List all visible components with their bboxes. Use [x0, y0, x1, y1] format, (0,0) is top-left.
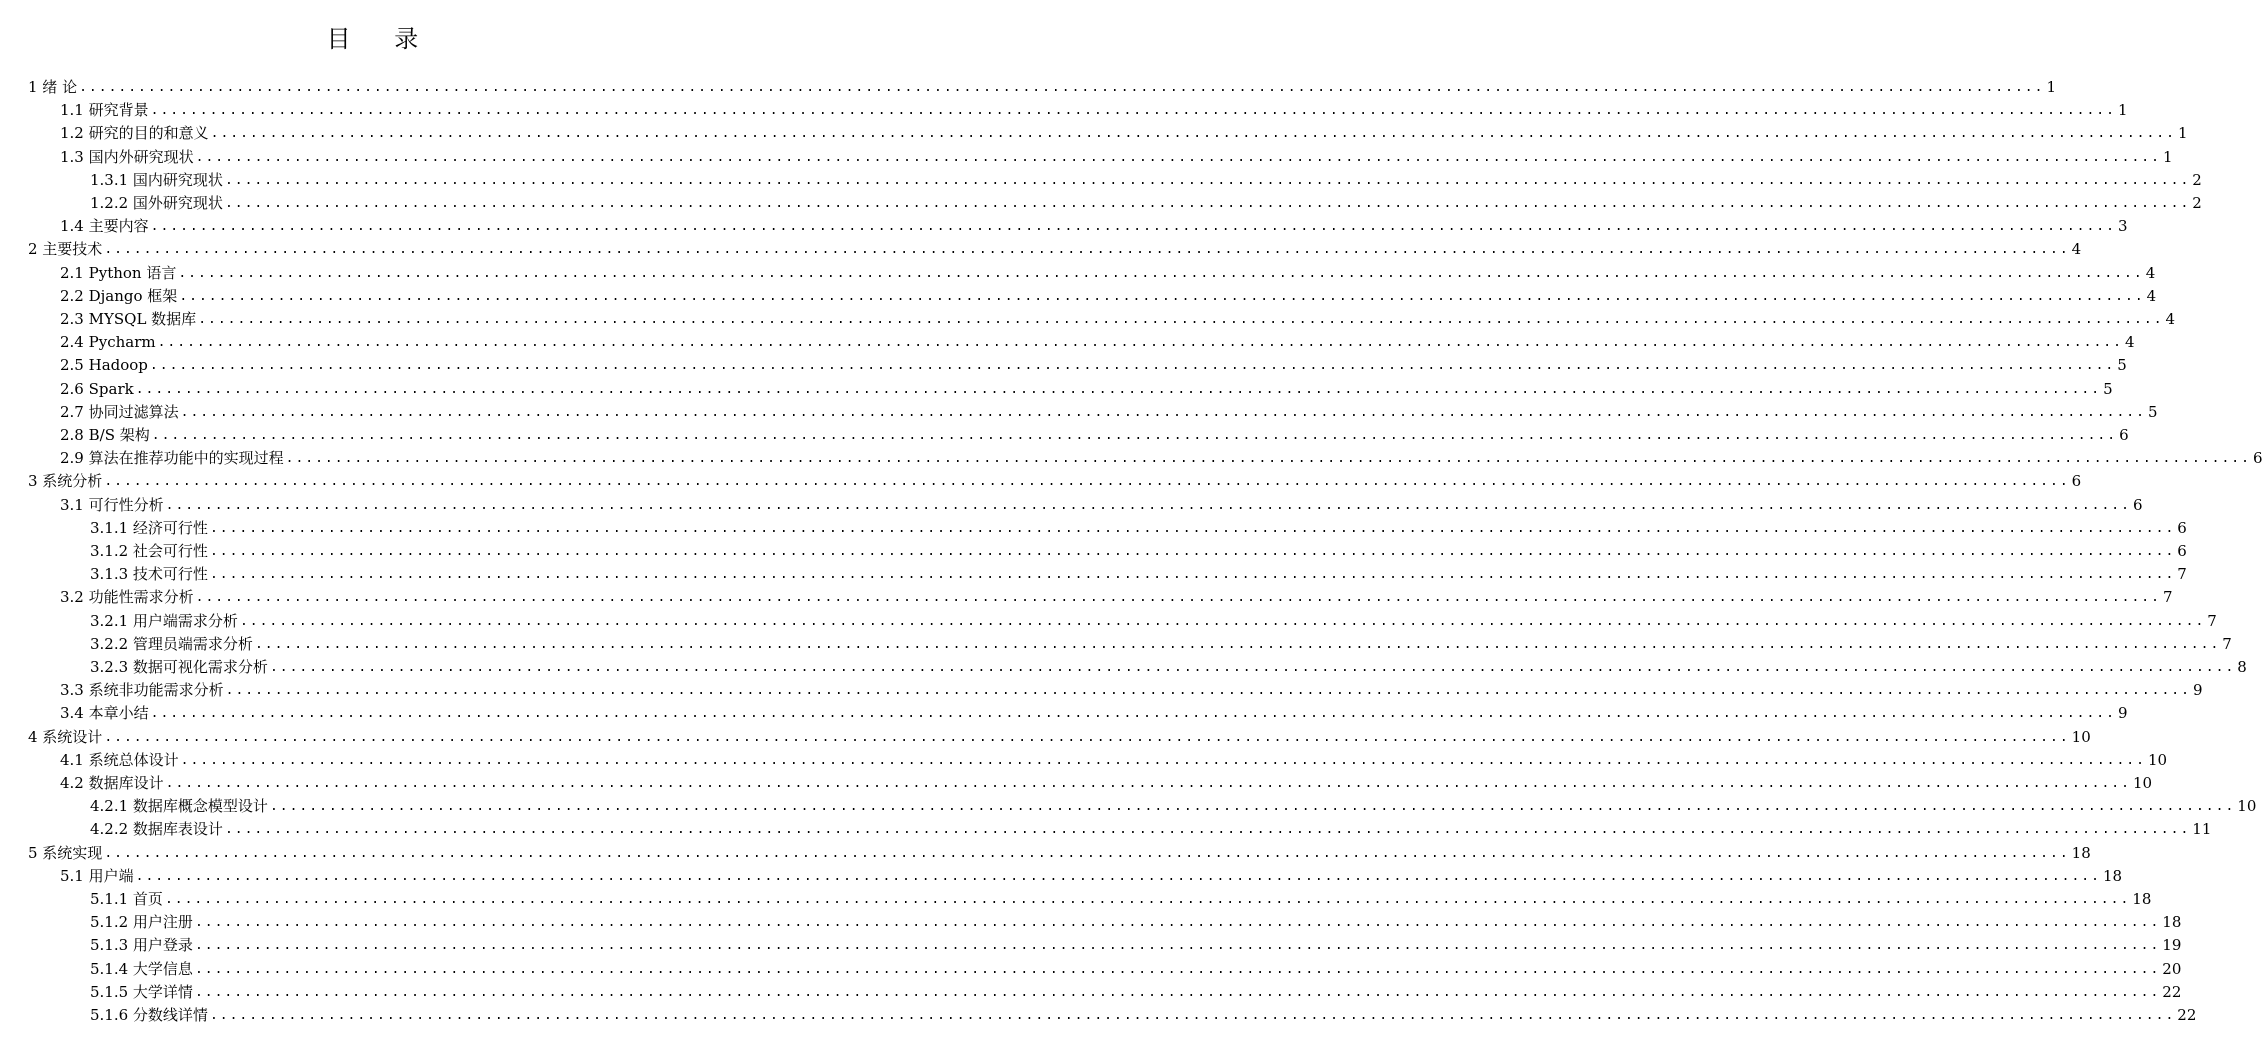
- dot-leader: ........................................................................................................................................................................................................: [198, 312, 2164, 327]
- toc-entry-page-number: 4: [2165, 310, 2176, 328]
- toc-entry[interactable]: [60, 308, 2176, 331]
- toc-entry-page-number: 10: [2237, 797, 2257, 816]
- toc-entry-label: 3.2.2 管理员端需求分析: [90, 634, 253, 653]
- toc-entry-label: 1 绪 论: [28, 78, 78, 96]
- toc-entry-page-number: 11: [2192, 820, 2212, 839]
- toc-entry-page-number: 6: [2252, 449, 2263, 468]
- toc-entry[interactable]: [60, 494, 2143, 517]
- dot-leader: ........................................................................................................................................................................................................: [209, 567, 2176, 583]
- toc-entry-page-number: 7: [2177, 565, 2187, 584]
- toc-entry-label: 5.1.1 首页: [90, 890, 163, 908]
- toc-entry[interactable]: [60, 354, 2127, 377]
- dot-leader: ........................................................................................................................................................................................................: [180, 752, 2146, 768]
- toc-entry[interactable]: [60, 99, 2128, 122]
- toc-entry-page-number: 7: [2162, 588, 2173, 607]
- dot-leader: ........................................................................................................................................................................................................: [157, 335, 2123, 351]
- toc-entry-label: 4.2.1 数据库概念模型设计: [90, 797, 268, 816]
- toc-entry-label: 1.1 研究背景: [60, 101, 149, 120]
- dot-leader: ........................................................................................................................................................................................................: [194, 915, 2161, 931]
- toc-entry-label: 5.1.6 分数线详情: [90, 1006, 208, 1024]
- toc-entry-page-number: 4: [2146, 286, 2157, 305]
- toc-entry-page-number: 19: [2162, 936, 2182, 955]
- dot-leader: ........................................................................................................................................................................................................: [210, 126, 2176, 142]
- toc-entry-label: 5.1.3 用户登录: [90, 936, 193, 955]
- toc-entry-label: 2.9 算法在推荐功能中的实现过程: [60, 449, 284, 468]
- toc-entry-label: 5.1 用户端: [60, 866, 134, 885]
- dot-leader: ........................................................................................................................................................................................................: [209, 520, 2176, 536]
- toc-entry-label: 5.1.5 大学详情: [90, 982, 193, 1001]
- toc-entry-label: 4.2.2 数据库表设计: [90, 820, 223, 839]
- toc-entry-page-number: 9: [2117, 704, 2128, 723]
- toc-entry[interactable]: [90, 656, 2247, 679]
- toc-entry-page-number: 10: [2147, 750, 2168, 769]
- toc-entry-page-number: 1: [2046, 78, 2056, 96]
- toc-entry[interactable]: [28, 76, 2056, 99]
- dot-leader: ........................................................................................................................................................................................................: [150, 219, 2116, 235]
- toc-entry[interactable]: [60, 679, 2203, 702]
- toc-entry[interactable]: [90, 169, 2202, 192]
- toc-entry-page-number: 7: [2222, 634, 2232, 653]
- toc-entry[interactable]: [60, 702, 2128, 725]
- toc-entry-label: 1.2.2 国外研究现状: [90, 194, 223, 212]
- toc-entry-label: 3.1.1 经济可行性: [90, 518, 208, 537]
- toc-entry[interactable]: [90, 934, 2182, 957]
- toc-entry-label: 2.2 Django 框架: [60, 286, 178, 305]
- toc-entry-page-number: 10: [2132, 774, 2153, 792]
- toc-entry[interactable]: [60, 331, 2135, 354]
- dot-leader: ........................................................................................................................................................................................................: [239, 613, 2206, 629]
- toc-entry-label: 2 主要技术: [28, 240, 103, 259]
- toc-entry[interactable]: [60, 447, 2263, 470]
- dot-leader: ........................................................................................................................................................................................................: [254, 636, 2221, 652]
- toc-entry-label: 1.2 研究的目的和意义: [60, 124, 209, 143]
- dot-leader: ........................................................................................................................................................................................................: [224, 822, 2191, 838]
- toc-entry-page-number: 4: [2124, 333, 2135, 352]
- toc-entry-page-number: 8: [2237, 658, 2247, 676]
- dot-leader: ........................................................................................................................................................................................................: [285, 451, 2251, 467]
- dot-leader: ........................................................................................................................................................................................................: [194, 984, 2161, 1000]
- toc-entry[interactable]: [28, 470, 2082, 493]
- toc-entry[interactable]: [60, 285, 2157, 308]
- dot-leader: ........................................................................................................................................................................................................: [269, 799, 2236, 815]
- toc-entry-page-number: 18: [2102, 866, 2123, 885]
- dot-leader: ........................................................................................................................................................................................................: [179, 288, 2145, 304]
- toc-entry[interactable]: [60, 401, 2158, 424]
- toc-entry-page-number: 1: [2162, 147, 2173, 166]
- toc-entry-label: 2.7 协同过滤算法: [60, 402, 179, 421]
- toc-entry-label: 4.2 数据库设计: [60, 774, 164, 792]
- toc-entry[interactable]: [90, 1004, 2197, 1027]
- toc-entry-page-number: 3: [2117, 217, 2128, 236]
- toc-entry[interactable]: [60, 865, 2123, 888]
- toc-entry-label: 3 系统分析: [28, 472, 103, 491]
- toc-entry-label: 3.2 功能性需求分析: [60, 588, 194, 607]
- toc-entry[interactable]: [60, 146, 2173, 169]
- dot-leader: ........................................................................................................................................................................................................: [165, 776, 2131, 791]
- toc-entry[interactable]: [28, 726, 2091, 749]
- toc-entry[interactable]: [90, 958, 2182, 981]
- toc-entry[interactable]: [60, 215, 2128, 238]
- toc-entry-page-number: 9: [2192, 681, 2203, 700]
- dot-leader: ........................................................................................................................................................................................................: [180, 404, 2146, 420]
- dot-leader: ........................................................................................................................................................................................................: [79, 80, 2045, 95]
- toc-entry-page-number: 18: [2162, 913, 2182, 932]
- toc-entry-label: 3.2.1 用户端需求分析: [90, 611, 238, 630]
- dot-leader: ........................................................................................................................................................................................................: [224, 172, 2191, 188]
- toc-entry-label: 3.3 系统非功能需求分析: [60, 681, 224, 700]
- toc-entry[interactable]: [90, 633, 2232, 656]
- dot-leader: ........................................................................................................................................................................................................: [194, 938, 2161, 954]
- toc-entry-page-number: 5: [2147, 402, 2158, 421]
- dot-leader: ........................................................................................................................................................................................................: [195, 590, 2161, 606]
- toc-entry-page-number: 18: [2071, 843, 2091, 862]
- toc-entry-page-number: 7: [2207, 611, 2217, 630]
- toc-entry[interactable]: [90, 563, 2187, 586]
- toc-entry[interactable]: [60, 122, 2188, 145]
- toc-entry-label: 2.8 B/S 架构: [60, 426, 150, 444]
- toc-entry-label: 3.1 可行性分析: [60, 495, 164, 514]
- toc-entry[interactable]: [60, 586, 2173, 609]
- toc-entry-page-number: 6: [2132, 495, 2143, 514]
- toc-entry-page-number: 5: [2103, 379, 2113, 398]
- toc-entry-label: 3.4 本章小结: [60, 704, 149, 723]
- toc-entry-page-number: 20: [2162, 959, 2182, 978]
- dot-leader: ........................................................................................................................................................................................................: [209, 1008, 2176, 1023]
- toc-entry-page-number: 1: [2177, 124, 2188, 143]
- toc-entry-label: 1.4 主要内容: [60, 217, 149, 236]
- toc-entry-label: 4 系统设计: [28, 727, 103, 746]
- dot-leader: ........................................................................................................................................................................................................: [150, 103, 2116, 119]
- toc-entry-label: 2.4 Pycharm: [60, 333, 156, 352]
- toc-entry-page-number: 18: [2132, 890, 2152, 908]
- toc-entry-label: 5 系统实现: [28, 843, 103, 862]
- toc-entry-page-number: 6: [2177, 542, 2187, 560]
- toc-entry-page-number: 2: [2192, 194, 2202, 212]
- dot-leader: ........................................................................................................................................................................................................: [104, 474, 2070, 490]
- dot-leader: ........................................................................................................................................................................................................: [104, 242, 2070, 258]
- dot-leader: ........................................................................................................................................................................................................: [151, 428, 2118, 443]
- toc-entry-page-number: 22: [2177, 1006, 2197, 1024]
- toc-entry-page-number: 5: [2117, 356, 2127, 375]
- dot-leader: ........................................................................................................................................................................................................: [149, 358, 2116, 374]
- toc-entry-label: 2.3 MYSQL 数据库: [60, 310, 197, 328]
- dot-leader: ........................................................................................................................................................................................................: [135, 868, 2101, 884]
- toc-entry[interactable]: [90, 192, 2202, 215]
- toc-entry[interactable]: [90, 911, 2182, 934]
- dot-leader: ........................................................................................................................................................................................................: [104, 729, 2070, 745]
- dot-leader: ........................................................................................................................................................................................................: [224, 196, 2191, 211]
- toc-entry-page-number: 4: [2145, 263, 2156, 282]
- toc-entry-page-number: 10: [2071, 727, 2091, 746]
- toc-entry-label: 1.3 国内外研究现状: [60, 147, 194, 166]
- toc-entry-label: 5.1.4 大学信息: [90, 959, 193, 978]
- toc-entry-label: 2.5 Hadoop: [60, 356, 148, 375]
- toc-entry[interactable]: [60, 262, 2156, 285]
- toc-entry[interactable]: [60, 749, 2168, 772]
- toc-entry[interactable]: [90, 888, 2152, 911]
- dot-leader: ........................................................................................................................................................................................................: [209, 544, 2176, 559]
- toc-entry-label: 5.1.2 用户注册: [90, 913, 193, 932]
- toc-entry-label: 2.1 Python 语言: [60, 263, 177, 282]
- toc-entry-page-number: 4: [2071, 240, 2082, 259]
- toc-entry-page-number: 1: [2117, 101, 2128, 120]
- toc-entry-label: 3.1.3 技术可行性: [90, 565, 208, 584]
- toc-entry-label: 3.1.2 社会可行性: [90, 542, 208, 560]
- toc-entry[interactable]: [90, 981, 2182, 1004]
- dot-leader: ........................................................................................................................................................................................................: [194, 961, 2161, 977]
- toc-entry[interactable]: [90, 517, 2187, 540]
- toc-entry[interactable]: [90, 610, 2217, 633]
- toc-entry[interactable]: [90, 795, 2257, 818]
- toc-entry[interactable]: [28, 842, 2091, 865]
- page-title: 目 录: [326, 25, 437, 53]
- dot-leader: ........................................................................................................................................................................................................: [150, 706, 2116, 722]
- dot-leader: ........................................................................................................................................................................................................: [164, 892, 2131, 907]
- toc-entry-page-number: 2: [2192, 170, 2202, 189]
- toc-entry[interactable]: [60, 772, 2153, 795]
- toc-entry[interactable]: [60, 378, 2113, 401]
- toc-entry-page-number: 6: [2119, 426, 2129, 444]
- dot-leader: ........................................................................................................................................................................................................: [225, 683, 2191, 699]
- toc-entry[interactable]: [28, 238, 2082, 261]
- dot-leader: ........................................................................................................................................................................................................: [104, 845, 2070, 861]
- toc-entry[interactable]: [60, 424, 2129, 447]
- toc-entry[interactable]: [90, 818, 2212, 841]
- toc-entry-label: 4.1 系统总体设计: [60, 750, 179, 769]
- toc-entry-page-number: 6: [2177, 518, 2187, 537]
- toc-entry[interactable]: [90, 540, 2187, 563]
- dot-leader: ........................................................................................................................................................................................................: [165, 497, 2131, 513]
- dot-leader: ........................................................................................................................................................................................................: [178, 265, 2144, 281]
- dot-leader: ........................................................................................................................................................................................................: [195, 149, 2161, 165]
- toc-entry-page-number: 6: [2071, 472, 2082, 491]
- toc-entry-label: 1.3.1 国内研究现状: [90, 170, 223, 189]
- toc-entry-label: 3.2.3 数据可视化需求分析: [90, 658, 268, 676]
- dot-leader: ........................................................................................................................................................................................................: [269, 660, 2236, 675]
- toc-entry-label: 2.6 Spark: [60, 379, 134, 398]
- dot-leader: ........................................................................................................................................................................................................: [135, 381, 2102, 397]
- toc-entry-page-number: 22: [2162, 982, 2182, 1001]
